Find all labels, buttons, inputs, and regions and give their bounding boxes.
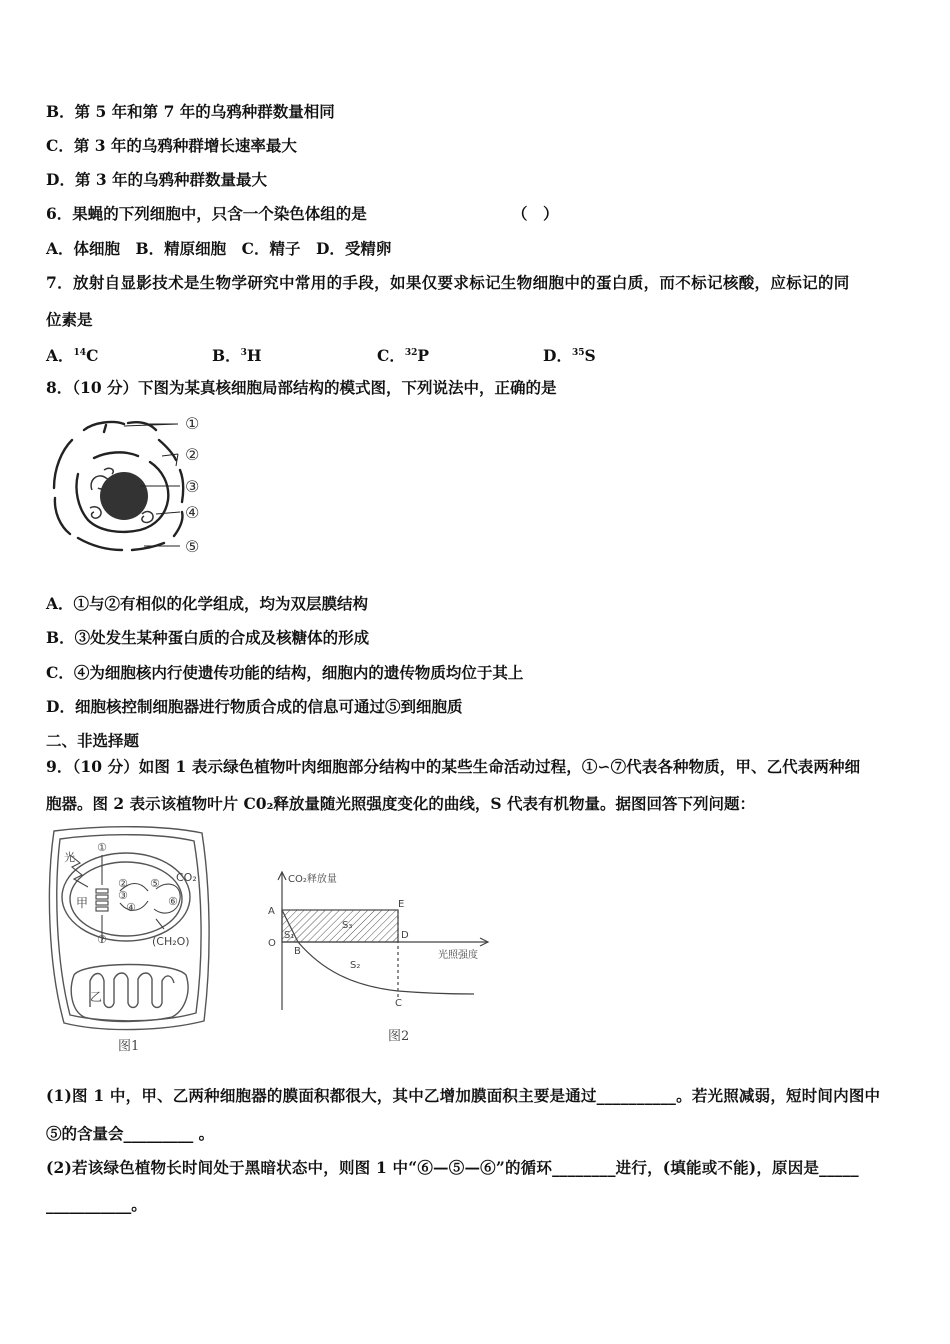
figure-2-co2-curve	[262, 860, 494, 1050]
fig2-s1: S₁	[284, 930, 295, 941]
q9-sub2-line1: (2)若该绿色植物长时间处于黑暗状态中，则图 1 中“⑥—⑤—⑥”的循环________进行，(填能或不能)，原因是_____	[46, 1158, 859, 1177]
q7-option-b: B．$^3$H	[212, 346, 262, 365]
fig2-point-e: E	[398, 899, 405, 910]
fig2-s2: S₂	[350, 960, 361, 971]
fig2-xlabel: 光照强度	[438, 950, 478, 961]
fig1-caption: 图1	[118, 1039, 140, 1054]
nucleus-diagram	[44, 410, 224, 560]
q8-option-c: C．④为细胞核内行使遗传功能的结构，细胞内的遗传物质均位于其上	[46, 663, 524, 682]
q9-stem-line2: 胞器。图 2 表示该植物叶片 C0₂释放量随光照强度变化的曲线，S 代表有机物量。据图回答下列问题：	[46, 794, 755, 813]
fig2-caption: 图2	[388, 1029, 410, 1044]
q5-option-d: D．第 3 年的乌鸦种群数量最大	[46, 170, 268, 189]
fig2-s3: S₃	[342, 920, 353, 931]
q8-option-d: D．细胞核控制细胞器进行物质合成的信息可通过⑤到细胞质	[46, 697, 463, 716]
section-heading: 二、非选择题	[46, 731, 140, 750]
label-1: ①	[185, 414, 200, 433]
fig2-point-b: B	[294, 946, 301, 957]
fig1-co2: CO₂	[176, 871, 197, 884]
fig1-n4: ④	[126, 901, 136, 914]
label-4: ④	[185, 503, 200, 522]
q5-option-c: C．第 3 年的乌鸦种群增长速率最大	[46, 136, 297, 155]
fig1-ch2o: (CH₂O)	[152, 935, 190, 948]
fig2-ylabel: CO₂释放量	[288, 874, 337, 885]
fig2-point-a: A	[268, 906, 275, 917]
q8-option-a: A．①与②有相似的化学组成，均为双层膜结构	[46, 594, 369, 613]
q6-options: A．体细胞 B．精原细胞 C．精子 D．受精卵	[46, 239, 392, 258]
q5-option-b: B．第 5 年和第 7 年的乌鸦种群数量相同	[46, 102, 335, 121]
q9-sub1-line1: (1)图 1 中，甲、乙两种细胞器的膜面积都很大，其中乙增加膜面积主要是通过__________。若光照减弱，短时间内图中	[46, 1086, 881, 1105]
q7-option-a: A．$^{14}$C	[46, 346, 99, 365]
q8-option-b: B．③处发生某种蛋白质的合成及核糖体的形成	[46, 628, 370, 647]
fig2-point-d: D	[401, 930, 409, 941]
q7-stem-line2: 位素是	[46, 310, 93, 329]
fig1-n6: ⑥	[168, 895, 178, 908]
q7-stem-line1: 7．放射自显影技术是生物学研究中常用的手段，如果仅要求标记生物细胞中的蛋白质，而不标记核酸，应标记的同	[46, 273, 850, 292]
fig1-yi: 乙	[90, 990, 103, 1004]
fig2-point-c: C	[395, 998, 402, 1009]
fig1-n7: ⑦	[97, 933, 107, 946]
q9-sub2-line2: ___________。	[46, 1195, 147, 1214]
label-3: ③	[185, 477, 200, 496]
q9-stem-line1: 9．（10 分）如图 1 表示绿色植物叶肉细胞部分结构中的某些生命活动过程，①∽⑦代表各种物质，甲、乙代表两种细	[46, 757, 861, 776]
fig1-n5: ⑤	[150, 877, 160, 890]
q6-paren: （ ）	[512, 204, 559, 223]
fig1-jia: 甲	[76, 896, 89, 910]
fig2-point-o: O	[268, 938, 276, 949]
label-2: ②	[185, 445, 200, 464]
q9-sub1-line2: ⑤的含量会_________ 。	[46, 1124, 215, 1143]
q6-stem: 6．果蝇的下列细胞中，只含一个染色体组的是	[46, 204, 367, 223]
fig1-light: 光	[64, 851, 75, 864]
q7-option-c: C．$^{32}$P	[377, 346, 430, 365]
fig1-n2: ②	[118, 877, 128, 890]
figure-1-cell-diagram	[44, 825, 216, 1055]
label-5: ⑤	[185, 537, 200, 556]
q8-stem: 8．（10 分）下图为某真核细胞局部结构的模式图，下列说法中，正确的是	[46, 378, 557, 397]
fig1-n3: ③	[118, 889, 128, 902]
fig1-n1: ①	[97, 841, 107, 854]
q7-option-d: D．$^{35}$S	[543, 346, 596, 365]
